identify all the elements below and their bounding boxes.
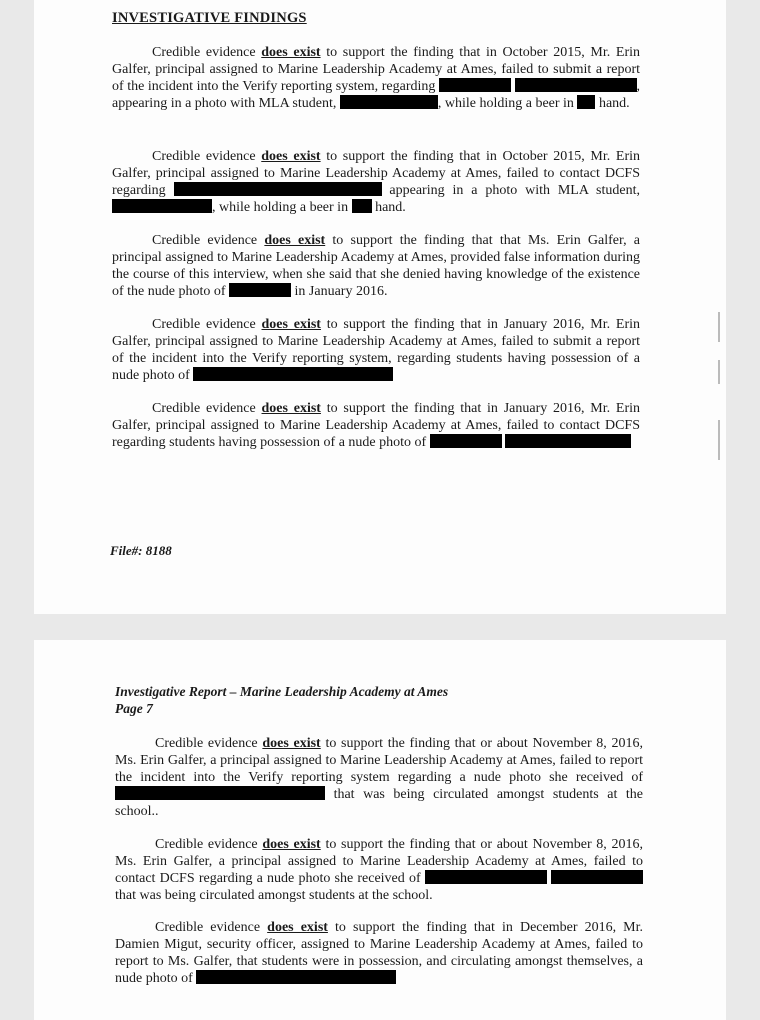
running-header — [115, 683, 448, 717]
scan-mark — [718, 360, 720, 384]
finding-paragraph-3: Credible evidence does exist to support the finding that that Ms. Erin Galfer, a principal assigned to Marine Leadership Academy at Ames, provided false information during the course of this interview, when she said that she denied having knowledge of the existence of the nude photo of in January 2016. — [112, 233, 641, 299]
redaction-bar — [430, 434, 502, 448]
redaction-bar — [515, 78, 637, 92]
emphasis-does-exist: does exist — [264, 233, 326, 248]
redaction-bar — [551, 870, 643, 884]
document-page-2 — [34, 640, 726, 1020]
page-number: Page 7 — [115, 701, 153, 716]
emphasis-does-exist: does exist — [267, 920, 328, 935]
redaction-bar — [196, 970, 396, 984]
document-page-1 — [34, 0, 726, 614]
finding-paragraph-4: Credible evidence does exist to support the finding that in January 2016, Mr. Erin Galfer, principal assigned to Marine Leadership Academy at Ames, failed to submit a report of the incident into the Verify reporting system, regarding students having possession of a nude photo of — [112, 317, 641, 383]
emphasis-does-exist: does exist — [261, 45, 321, 60]
redaction-bar — [229, 283, 291, 297]
emphasis-does-exist: does exist — [261, 401, 321, 416]
redaction-bar — [577, 95, 595, 109]
emphasis-does-exist: does exist — [262, 837, 321, 852]
redaction-bar — [115, 786, 325, 800]
finding-paragraph-8: Credible evidence does exist to support the finding that in December 2016, Mr. Damien Migut, security officer, assigned to Marine Leadership Academy at Ames, failed to report to Ms. Galfer, that students were in possession, and circulating amongst themselves, a nude photo of — [115, 920, 644, 986]
redaction-bar — [340, 95, 438, 109]
scan-mark — [718, 420, 720, 460]
redaction-bar — [112, 199, 212, 213]
finding-paragraph-1: Credible evidence does exist to support the finding that in October 2015, Mr. Erin Galfer, principal assigned to Marine Leadership Academy at Ames, failed to submit a report of the incident into the Verify reporting system, regarding , appearing in a photo with MLA student, , while holding a beer in hand. — [112, 45, 641, 111]
redaction-bar — [193, 367, 393, 381]
file-number: File#: 8188 — [110, 543, 172, 558]
finding-paragraph-5: Credible evidence does exist to support the finding that in January 2016, Mr. Erin Galfer, principal assigned to Marine Leadership Academy at Ames, failed to contact DCFS regarding students having possession of a nude photo of — [112, 401, 641, 450]
finding-paragraph-2: Credible evidence does exist to support the finding that in October 2015, Mr. Erin Galfer, principal assigned to Marine Leadership Academy at Ames, failed to contact DCFS regarding appearing in a photo with MLA student, , while holding a beer in hand. — [112, 149, 640, 215]
redaction-bar — [174, 182, 382, 196]
redaction-bar — [352, 199, 372, 213]
section-heading: INVESTIGATIVE FINDINGS — [112, 10, 307, 26]
emphasis-does-exist: does exist — [261, 317, 321, 332]
redaction-bar — [425, 870, 547, 884]
redaction-bar — [439, 78, 511, 92]
redaction-bar — [505, 434, 631, 448]
emphasis-does-exist: does exist — [262, 736, 321, 751]
finding-paragraph-7: Credible evidence does exist to support the finding that or about November 8, 2016, Ms. Erin Galfer, a principal assigned to Marine Leadership Academy at Ames, failed to contact DCFS regarding a nude photo she received of that was being circulated amongst students at the school. — [115, 837, 644, 903]
emphasis-does-exist: does exist — [261, 149, 321, 164]
finding-paragraph-6: Credible evidence does exist to support the finding that or about November 8, 2016, Ms. Erin Galfer, a principal assigned to Marine Leadership Academy at Ames, failed to report the incident into the Verify reporting system regarding a nude photo she received of that was being circulated amongst students at the school.. — [115, 736, 644, 819]
report-title: Investigative Report – Marine Leadership Academy at Ames — [115, 684, 449, 699]
scan-mark — [718, 312, 720, 342]
